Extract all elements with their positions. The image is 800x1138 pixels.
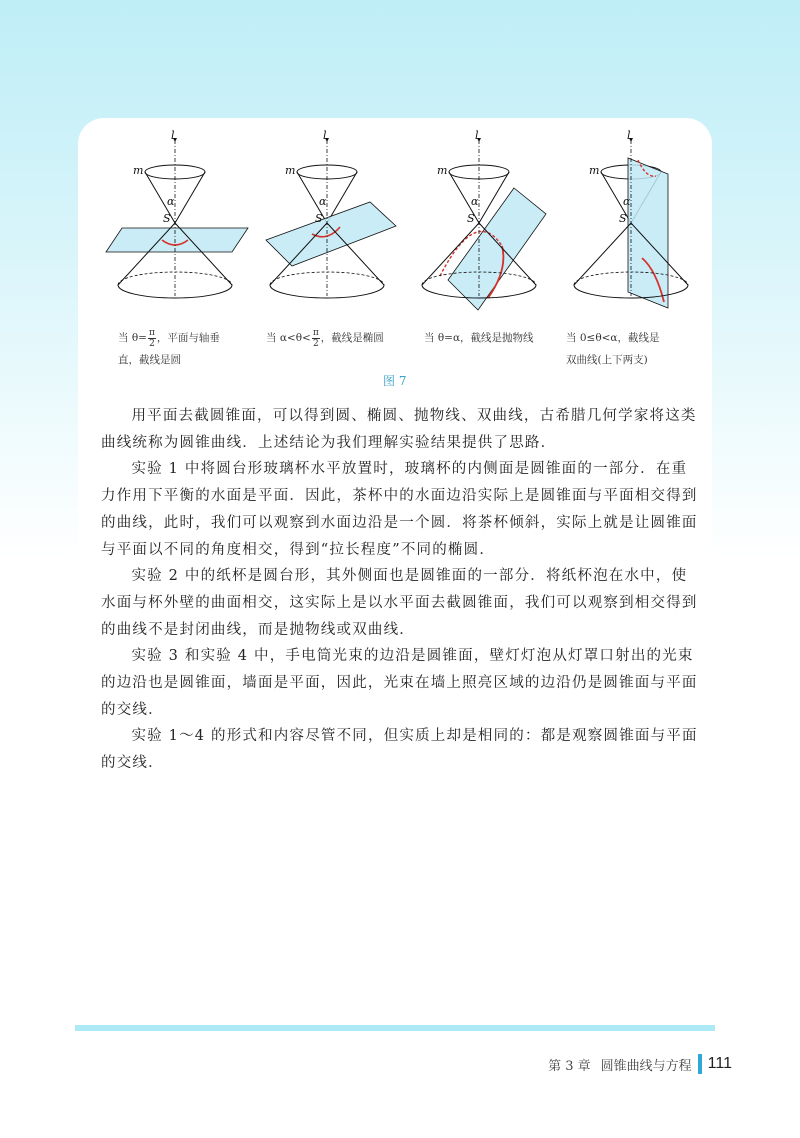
angle-label-alpha: α [471, 195, 479, 208]
paragraph: 实验 3 和实验 4 中，手电筒光束的边沿是圆锥面，壁灯灯泡从灯罩口射出的光束的边沿也是圆锥面，墙面是平面，因此，光束在墙上照亮区域的边沿仍是圆锥面与平面的交线． [101, 648, 698, 718]
axis-label-l: l [171, 130, 175, 142]
axis-label-l: l [323, 130, 327, 142]
paragraph: 实验 1 中将圆台形玻璃杯水平放置时，玻璃杯的内侧面是圆锥面的一部分．在重力作用下平衡的水面是平面．因此，茶杯中的水面边沿实际上是圆锥面与平面相交得到的曲线，此时，我们可以观察到水面边沿是一个圆．将茶杯倾斜，实际上就是让圆锥面与平面以不同的角度相交，得到“拉长程度”不同的椭圆． [101, 461, 698, 558]
chapter-label: 第 3 章 [548, 1058, 591, 1074]
cone-panel-circle [106, 130, 248, 298]
caption-hyperbola-line1: 当 0≤θ<α，截线是 [566, 332, 660, 344]
fraction-pi-over-2 [312, 328, 320, 349]
cone-panel-parabola [422, 130, 546, 310]
body-text [101, 403, 701, 777]
fraction-denominator: 2 [312, 338, 319, 349]
figure-title: 图 7 [383, 374, 407, 388]
axis-label-l: l [475, 130, 479, 142]
paragraph: 用平面去截圆锥面，可以得到圆、椭圆、抛物线、双曲线，古希腊几何学家将这类曲线统称为圆锥曲线．上述结论为我们理解实验结果提供了思路． [101, 408, 697, 451]
caption-ellipse-prefix: 当 α<θ< [266, 332, 311, 344]
cone-panel-ellipse [266, 130, 396, 298]
vertex-label-s: S [467, 212, 475, 225]
fraction-denominator: 2 [149, 338, 155, 349]
cone-panel-hyperbola [574, 130, 688, 308]
footer-divider [75, 1025, 715, 1031]
vertex-label-s: S [315, 212, 323, 225]
paragraph: 实验 2 中的纸杯是圆台形，其外侧面也是圆锥面的一部分．将纸杯泡在水中，使水面与杯外壁的曲面相交，这实际上是以水平面去截圆锥面，我们可以观察到相交得到的曲线不是封闭曲线，而是抛物线或双曲线． [101, 568, 698, 638]
fraction-pi-over-2 [148, 328, 156, 349]
angle-label-alpha: α [319, 195, 327, 208]
caption-circle-suffix: ，平面与轴垂 [156, 332, 220, 344]
generator-label-m: m [133, 164, 144, 177]
angle-label-alpha: α [623, 195, 631, 208]
generator-label-m: m [589, 164, 600, 177]
generator-label-m: m [285, 164, 296, 177]
caption-circle-prefix: 当 θ= [118, 332, 147, 344]
paragraph: 实验 1～4 的形式和内容尽管不同，但实质上却是相同的：都是观察圆锥面与平面的交线． [101, 728, 698, 772]
caption-parabola: 当 θ=α，截线是抛物线 [424, 332, 534, 344]
caption-ellipse-suffix: ，截线是椭圆 [320, 332, 384, 344]
caption-hyperbola [566, 327, 660, 371]
angle-label-alpha: α [167, 195, 175, 208]
vertex-label-s: S [163, 212, 171, 225]
page-footer [548, 1052, 732, 1076]
fraction-numerator: π [312, 327, 319, 338]
vertex-label-s: S [619, 212, 627, 225]
caption-circle [118, 327, 220, 371]
axis-label-l: l [627, 130, 631, 142]
caption-circle-line2: 直，截线是圆 [118, 354, 181, 366]
generator-label-m: m [437, 164, 448, 177]
chapter-title: 圆锥曲线与方程 [600, 1058, 692, 1074]
cone-sections-figure [100, 130, 700, 330]
caption-ellipse [266, 327, 384, 349]
caption-hyperbola-line2: 双曲线(上下两支) [566, 354, 648, 366]
fraction-numerator: π [148, 327, 155, 338]
footer-accent-bar [698, 1054, 702, 1074]
page-number: 111 [707, 1055, 732, 1072]
